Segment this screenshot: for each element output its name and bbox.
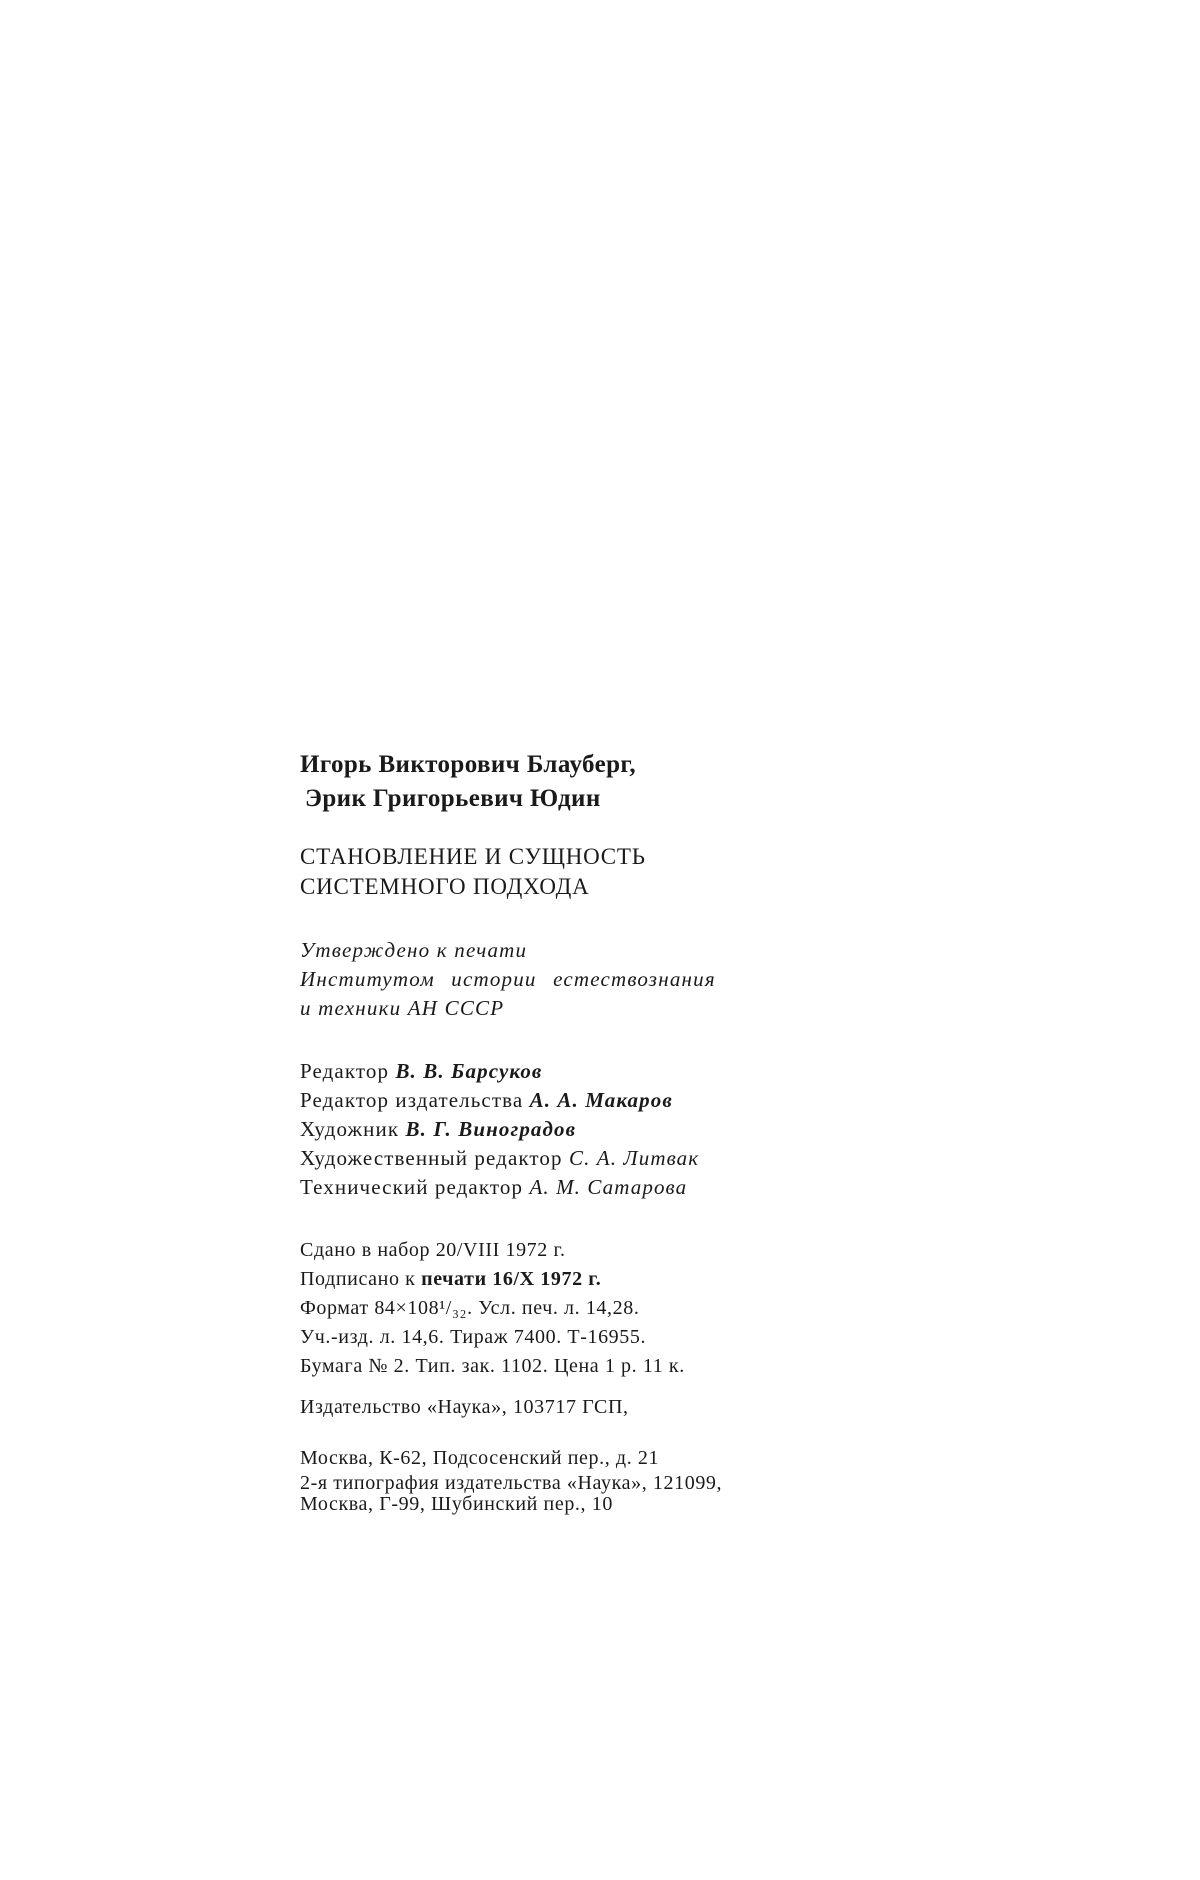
credit-name: А. А. Макаров bbox=[529, 1088, 673, 1112]
approval-line-2: Институтом истории естествознания bbox=[300, 967, 716, 991]
book-title bbox=[300, 842, 860, 902]
credit-art-editor bbox=[300, 1144, 860, 1173]
approval-note bbox=[300, 936, 860, 1023]
printing-house-line-2: Москва, Г-99, Шубинский пер., 10 bbox=[300, 1493, 613, 1515]
format-line: Формат 84×108¹/₃₂. Усл. печ. л. 14,28. bbox=[300, 1297, 640, 1319]
credit-role: Редактор bbox=[300, 1059, 390, 1083]
credit-technical-editor bbox=[300, 1173, 860, 1202]
credit-publishing-editor bbox=[300, 1086, 860, 1115]
credit-role: Технический редактор bbox=[300, 1175, 524, 1199]
publisher-line: Издательство «Наука», 103717 ГСП, bbox=[300, 1396, 629, 1418]
book-title-line-1: СТАНОВЛЕНИЕ И СУЩНОСТЬ bbox=[300, 844, 646, 869]
credit-role: Художественный редактор bbox=[300, 1146, 563, 1170]
publishing-sheets-line: Уч.-изд. л. 14,6. Тираж 7400. Т-16955. bbox=[300, 1326, 647, 1348]
address bbox=[300, 1444, 860, 1473]
book-title-line-2: СИСТЕМНОГО ПОДХОДА bbox=[300, 874, 590, 899]
typeset-date: Сдано в набор 20/VIII 1972 г. bbox=[300, 1239, 566, 1261]
print-info bbox=[300, 1236, 860, 1381]
signed-bold: печати 16/X 1972 г. bbox=[421, 1268, 602, 1290]
signed-date bbox=[300, 1265, 860, 1294]
credits bbox=[300, 1057, 860, 1202]
signed-prefix: Подписано к bbox=[300, 1268, 422, 1290]
author-1: Игорь Викторович Блауберг, bbox=[300, 751, 636, 778]
credit-role: Художник bbox=[300, 1117, 400, 1141]
authors bbox=[300, 748, 860, 816]
printing-house-line-1: 2-я типография издательства «Наука», 121099, bbox=[300, 1472, 723, 1494]
publisher bbox=[300, 1393, 860, 1422]
author-2: Эрик Григорьевич Юдин bbox=[305, 785, 601, 812]
credit-name: В. Г. Виноградов bbox=[405, 1117, 577, 1141]
credit-editor bbox=[300, 1057, 860, 1086]
credit-name: В. В. Барсуков bbox=[395, 1059, 543, 1083]
paper-line: Бумага № 2. Тип. зак. 1102. Цена 1 р. 11 к. bbox=[300, 1355, 685, 1377]
credit-name: С. А. Литвак bbox=[568, 1146, 700, 1170]
approval-line-3: и техники АН СССР bbox=[300, 996, 505, 1020]
approval-line-1: Утверждено к печати bbox=[300, 938, 528, 962]
colophon-block bbox=[300, 748, 860, 1515]
credit-artist bbox=[300, 1115, 860, 1144]
printing-house bbox=[300, 1473, 860, 1515]
credit-role: Редактор издательства bbox=[300, 1088, 524, 1112]
address-line: Москва, К-62, Подсосенский пер., д. 21 bbox=[300, 1447, 660, 1469]
credit-name: А. М. Сатарова bbox=[529, 1175, 688, 1199]
